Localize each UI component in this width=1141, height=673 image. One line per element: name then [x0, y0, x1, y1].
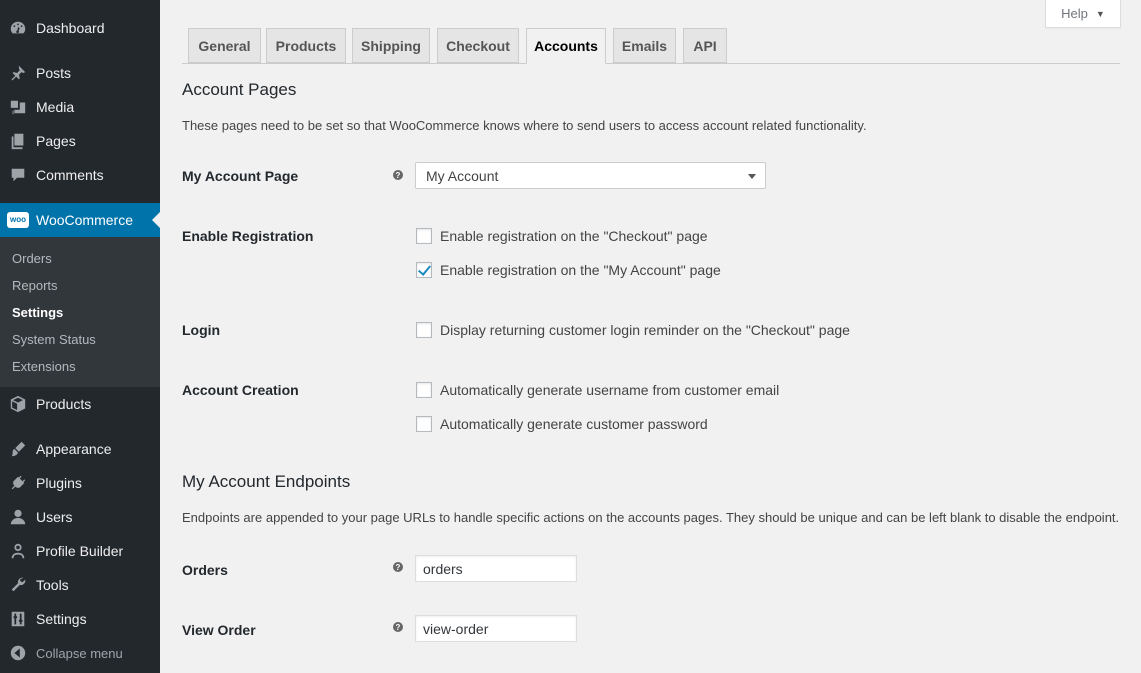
tab-general[interactable]: General	[188, 28, 261, 63]
menu-comments[interactable]	[0, 158, 160, 192]
menu-label: Posts	[36, 65, 72, 81]
view-order-endpoint-input[interactable]	[415, 615, 577, 642]
gen-username-option	[416, 382, 779, 398]
help-tip-icon[interactable]: ?	[393, 622, 403, 632]
menu-posts[interactable]	[0, 56, 160, 90]
menu-dashboard[interactable]	[0, 11, 160, 45]
tab-shipping[interactable]: Shipping	[352, 28, 430, 63]
profile-icon	[0, 542, 36, 560]
submenu-extensions[interactable]: Extensions	[12, 359, 76, 374]
settings-tabs	[182, 28, 1120, 64]
checkbox-label: Enable registration on the "My Account" page	[440, 262, 721, 278]
enable-registration-label: Enable Registration	[182, 228, 314, 244]
menu-woocommerce[interactable]	[0, 203, 160, 237]
user-icon	[0, 508, 36, 526]
menu-label: WooCommerce	[36, 212, 133, 228]
checkbox-label: Display returning customer login reminder on the "Checkout" page	[440, 322, 850, 338]
reg-checkout-option	[416, 228, 708, 244]
submenu-reports[interactable]: Reports	[12, 278, 58, 293]
menu-label: Comments	[36, 167, 104, 183]
menu-label: Tools	[36, 577, 69, 593]
menu-label: Settings	[36, 611, 87, 627]
menu-label: Profile Builder	[36, 543, 124, 559]
caret-down-icon: ▼	[1095, 8, 1105, 19]
view-order-endpoint-label: View Order	[182, 622, 256, 638]
endpoints-description: Endpoints are appended to your page URLs to handle specific actions on the accounts pages. They should be unique and can be left blank to disable the endpoint.	[182, 510, 1120, 525]
tab-emails[interactable]: Emails	[613, 28, 676, 63]
menu-tools[interactable]	[0, 568, 160, 602]
chevron-down-icon	[748, 174, 756, 179]
login-reminder-option	[416, 322, 850, 338]
select-value: My Account	[426, 167, 499, 184]
orders-endpoint-input[interactable]	[415, 555, 577, 582]
help-label: Help	[1061, 6, 1088, 21]
submenu-system-status[interactable]: System Status	[12, 332, 96, 347]
reg-myaccount-option	[416, 262, 721, 278]
help-tip-icon[interactable]: ?	[393, 170, 403, 180]
account-creation-label: Account Creation	[182, 382, 299, 398]
account-pages-description: These pages need to be set so that WooCommerce knows where to send users to access account related functionality.	[182, 118, 867, 133]
checkbox-label: Automatically generate customer password	[440, 416, 708, 432]
tab-checkout[interactable]: Checkout	[437, 28, 519, 63]
login-reminder-checkbox[interactable]	[416, 322, 432, 338]
menu-label: Pages	[36, 133, 76, 149]
collapse-label: Collapse menu	[36, 645, 123, 661]
pin-icon	[0, 64, 36, 82]
my-account-page-label: My Account Page	[182, 168, 299, 184]
checkbox-label: Enable registration on the "Checkout" page	[440, 228, 708, 244]
tab-products[interactable]: Products	[266, 28, 346, 63]
menu-pages[interactable]	[0, 124, 160, 158]
reg-myaccount-checkbox[interactable]	[416, 262, 432, 278]
help-tip-icon[interactable]: ?	[393, 562, 403, 572]
box-icon	[0, 395, 36, 413]
menu-label: Appearance	[36, 441, 112, 457]
menu-label: Dashboard	[36, 20, 105, 36]
wrench-icon	[0, 576, 36, 594]
menu-plugins[interactable]	[0, 466, 160, 500]
woo-icon: woo	[0, 212, 36, 228]
collapse-menu-button[interactable]	[0, 640, 160, 666]
sliders-icon	[0, 610, 36, 628]
endpoints-heading: My Account Endpoints	[182, 472, 351, 491]
comment-icon	[0, 166, 36, 184]
collapse-arrow-icon	[0, 644, 36, 662]
plug-icon	[0, 474, 36, 492]
my-account-page-select[interactable]	[415, 162, 766, 189]
admin-sidebar	[0, 0, 160, 673]
account-pages-heading: Account Pages	[182, 80, 297, 99]
reg-checkout-checkbox[interactable]	[416, 228, 432, 244]
menu-settings[interactable]	[0, 602, 160, 636]
menu-users[interactable]	[0, 500, 160, 534]
gen-password-option	[416, 416, 708, 432]
gen-username-checkbox[interactable]	[416, 382, 432, 398]
menu-label: Products	[36, 396, 92, 412]
menu-profile-builder[interactable]	[0, 534, 160, 568]
pages-icon	[0, 132, 36, 150]
menu-products[interactable]	[0, 387, 160, 421]
help-button[interactable]	[1045, 0, 1121, 28]
brush-icon	[0, 440, 36, 458]
media-icon	[0, 98, 36, 116]
menu-label: Plugins	[36, 475, 82, 491]
menu-label: Media	[36, 99, 75, 115]
woocommerce-submenu	[0, 237, 160, 387]
login-label: Login	[182, 322, 221, 338]
orders-endpoint-label: Orders	[182, 562, 228, 578]
tab-accounts[interactable]: Accounts	[526, 28, 606, 64]
gen-password-checkbox[interactable]	[416, 416, 432, 432]
checkbox-label: Automatically generate username from customer email	[440, 382, 780, 398]
menu-appearance[interactable]	[0, 432, 160, 466]
submenu-settings[interactable]: Settings	[12, 305, 64, 320]
tab-api[interactable]: API	[683, 28, 727, 63]
dashboard-icon	[0, 19, 36, 37]
menu-media[interactable]	[0, 90, 160, 124]
menu-label: Users	[36, 509, 73, 525]
submenu-orders[interactable]: Orders	[12, 251, 52, 266]
